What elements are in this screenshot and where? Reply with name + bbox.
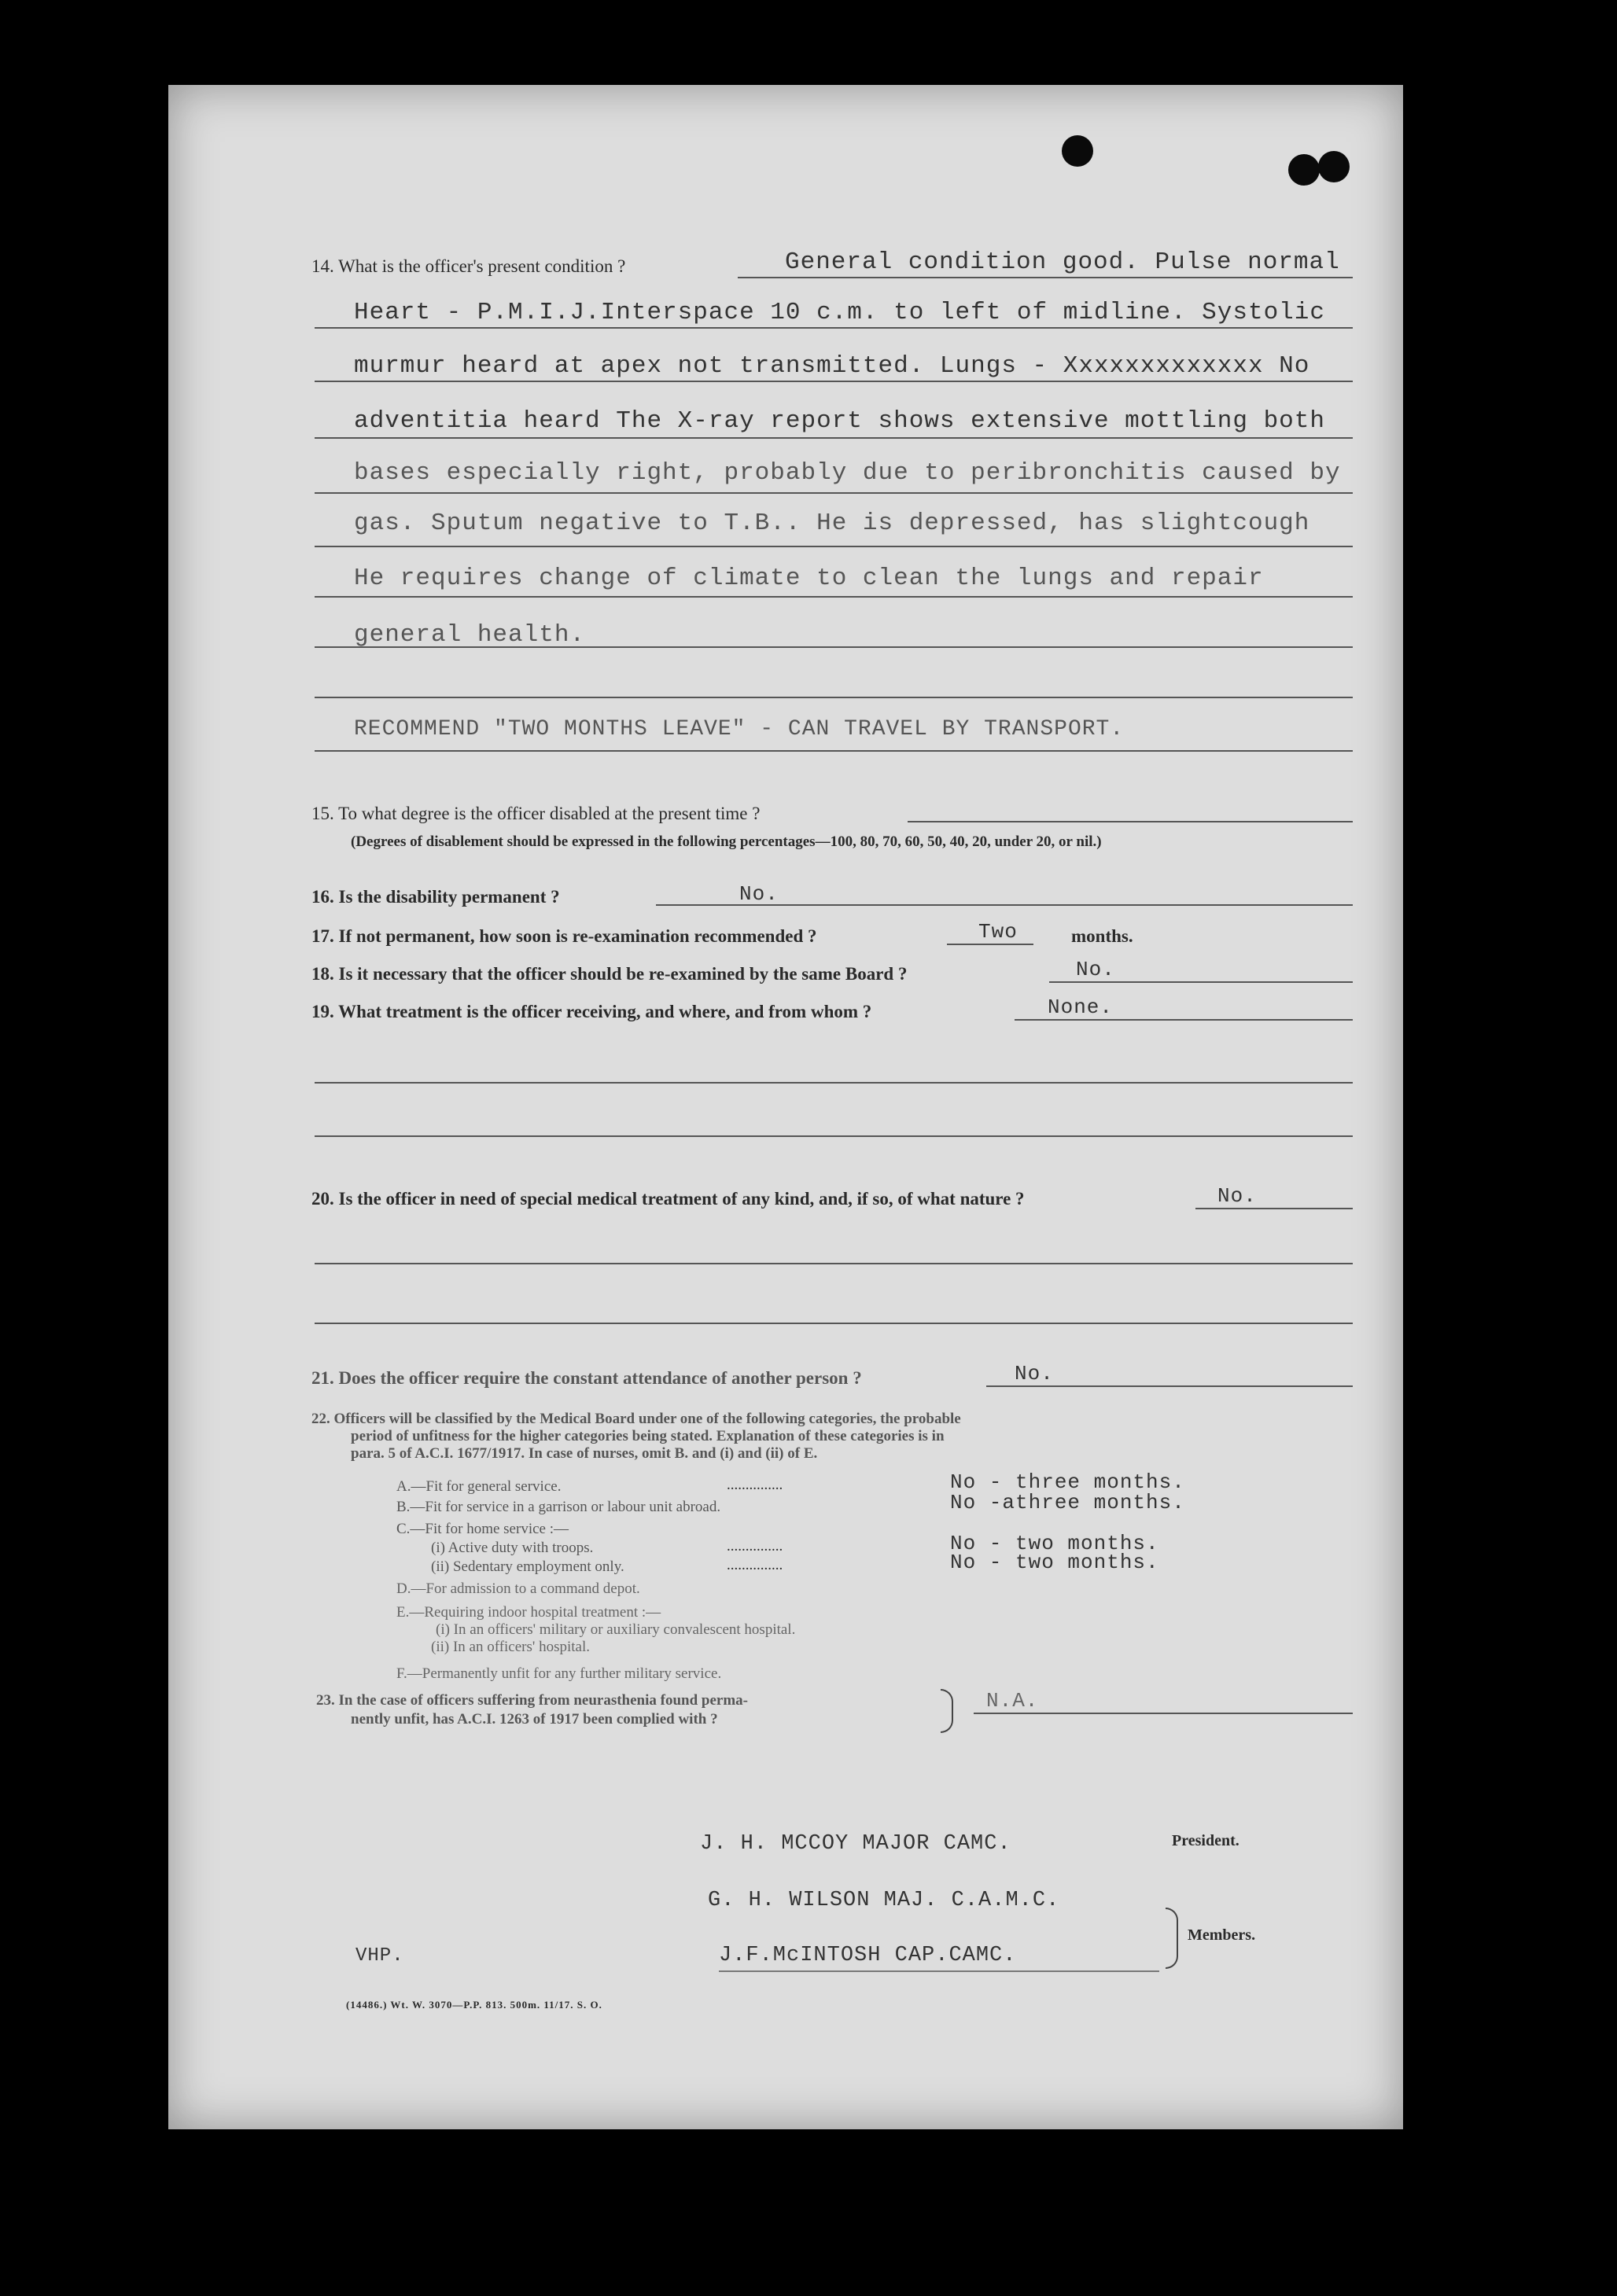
answer-line [738,277,1353,278]
q15-note: (Degrees of disablement should be expressed in the following percentages—100, 80, 70, 60, 50, 40, 20, under 20, or nil.) [351,833,1102,850]
category-b: B.—Fit for service in a garrison or labour unit abroad. [396,1499,721,1515]
q20-label: 20. Is the officer in need of special medical treatment of any kind, and, if so, of what nature ? [311,1189,1025,1209]
q17-suffix: months. [1071,926,1133,946]
q16-answer: No. [739,882,779,906]
q21-answer: No. [1015,1362,1054,1385]
q14-line-2: Heart - P.M.I.J.Interspace 10 c.m. to left of midline. Systolic [354,299,1325,326]
q22-intro-line-2: period of unfitness for the higher categories being stated. Explanation of these categories is in [351,1428,945,1444]
q14-line-3: murmur heard at apex not transmitted. Lungs - Xxxxxxxxxxxxx No [354,352,1310,380]
q22-intro-line-3: para. 5 of A.C.I. 1677/1917. In case of nurses, omit B. and (i) and (ii) of E. [351,1445,818,1462]
category-a-answer: No - three months. [950,1470,1185,1494]
q15-label: 15. To what degree is the officer disabled at the present time ? [311,804,761,823]
q19-label: 19. What treatment is the officer receiving, and where, and from whom ? [311,1002,872,1021]
answer-line [908,821,1353,822]
answer-line [315,1263,1353,1264]
print-code: (14486.) Wt. W. 3070—P.P. 813. 500m. 11/17. S. O. [346,1999,602,2011]
clerk-initials: VHP. [355,1945,404,1967]
category-b-answer: No -athree months. [950,1491,1185,1514]
answer-line [315,1323,1353,1324]
q18-label: 18. Is it necessary that the officer should be re-examined by the same Board ? [311,964,908,984]
answer-line [315,596,1353,598]
q14-line-5: bases especially right, probably due to peribronchitis caused by [354,459,1341,487]
category-e-i: (i) In an officers' military or auxiliary convalescent hospital. [436,1621,796,1638]
members-label: Members. [1188,1926,1256,1944]
member-2-name: J.F.McINTOSH CAP.CAMC. [719,1944,1017,1967]
president-name: J. H. MCCOY MAJOR CAMC. [700,1832,1011,1856]
answer-line [315,697,1353,698]
category-e: E.—Requiring indoor hospital treatment :— [396,1604,661,1621]
category-e-ii: (ii) In an officers' hospital. [431,1639,590,1655]
q18-answer: No. [1076,958,1115,981]
q16-label: 16. Is the disability permanent ? [311,887,560,907]
category-d: D.—For admission to a command depot. [396,1580,640,1597]
signature-line [719,1970,1159,1972]
answer-line [1015,1019,1353,1021]
q23-label-line-1: 23. In the case of officers suffering from neurasthenia found perma- [316,1692,749,1709]
q22-intro-line-1: 22. Officers will be classified by the Medical Board under one of the following categories, the probable [311,1411,961,1427]
answer-line [315,1135,1353,1137]
answer-line [315,750,1353,752]
answer-line [1195,1208,1353,1209]
q23-label-line-2: nently unfit, has A.C.I. 1263 of 1917 been complied with ? [351,1711,718,1728]
q14-line-6: gas. Sputum negative to T.B.. He is depressed, has slightcough [354,510,1310,537]
q14-recommendation: RECOMMEND "TWO MONTHS LEAVE" - CAN TRAVEL BY TRANSPORT. [354,717,1125,741]
member-1-name: G. H. WILSON MAJ. C.A.M.C. [708,1889,1060,1912]
category-c-ii: (ii) Sedentary employment only. [431,1558,624,1575]
brace [941,1689,953,1733]
q21-label: 21. Does the officer require the constant attendance of another person ? [311,1368,862,1388]
answer-line [315,492,1353,494]
category-c-ii-answer: No - two months. [950,1551,1159,1574]
category-c: C.—Fit for home service :— [396,1521,569,1537]
answer-line [315,1082,1353,1084]
q23-answer: N.A. [986,1689,1039,1713]
q14-line-4: adventitia heard The X-ray report shows extensive mottling both [354,407,1325,435]
answer-line [315,381,1353,382]
category-c-i: (i) Active duty with troops. [431,1540,594,1556]
answer-line [1049,981,1353,983]
punch-hole [1318,151,1350,182]
category-c-i-answer: No - two months. [950,1532,1159,1555]
president-label: President. [1172,1832,1239,1849]
dot-leader: ............... [727,1557,783,1573]
answer-line [947,944,1033,945]
q17-label: 17. If not permanent, how soon is re-examination recommended ? [311,926,817,946]
q19-answer: None. [1048,995,1114,1019]
q20-answer: No. [1217,1184,1257,1208]
q14-label: 14. What is the officer's present condition ? [311,256,626,276]
brace [1166,1908,1178,1969]
q14-line-8: general health. [354,621,586,649]
category-a: A.—Fit for general service. [396,1478,562,1495]
q17-answer: Two [978,920,1018,944]
dot-leader: ............... [727,1538,783,1555]
q14-line-1: General condition good. Pulse normal [785,248,1340,276]
punch-hole [1062,135,1093,167]
answer-line [315,437,1353,439]
category-f: F.—Permanently unfit for any further military service. [396,1665,722,1682]
answer-line [315,327,1353,329]
dot-leader: ............... [727,1477,783,1493]
answer-line [986,1385,1353,1387]
form-page [168,85,1403,2129]
answer-line [974,1713,1353,1714]
punch-hole [1288,154,1320,186]
q14-line-7: He requires change of climate to clean the lungs and repair [354,565,1264,592]
answer-line [315,546,1353,547]
